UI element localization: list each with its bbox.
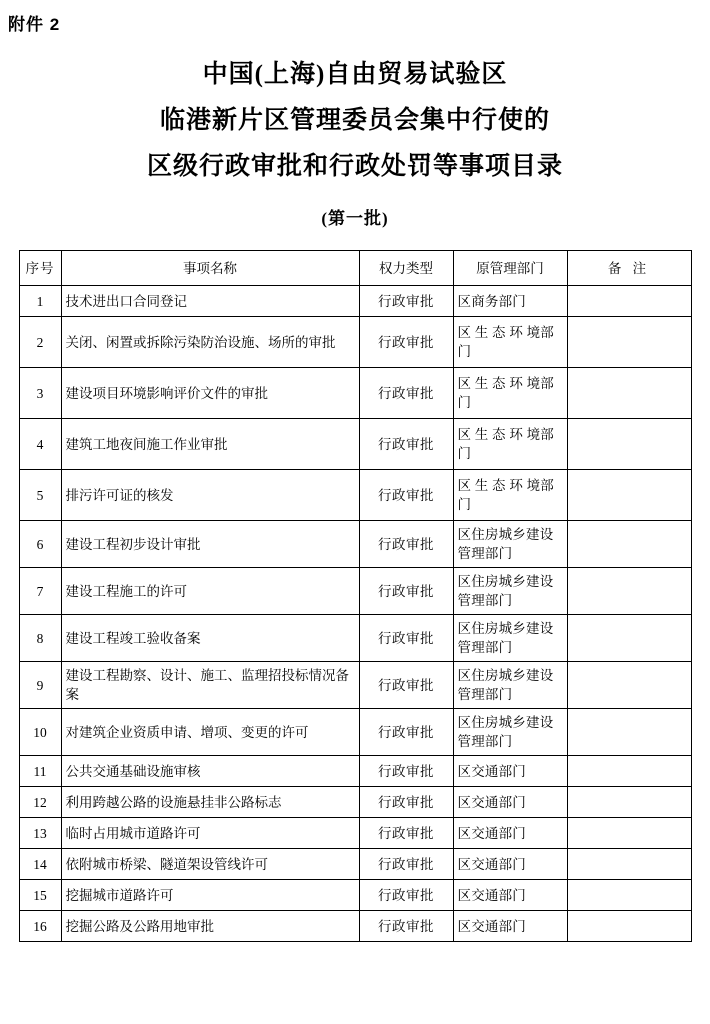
- cell-type: 行政审批: [359, 911, 453, 942]
- cell-dept: 区交通部门: [453, 911, 567, 942]
- table-row: [19, 286, 691, 317]
- cell-note: [567, 615, 691, 662]
- cell-type: 行政审批: [359, 818, 453, 849]
- cell-name: 对建筑企业资质申请、增项、变更的许可: [61, 709, 359, 756]
- cell-no: 13: [19, 818, 61, 849]
- cell-type: 行政审批: [359, 317, 453, 368]
- cell-type: 行政审批: [359, 368, 453, 419]
- column-header-name: 事项名称: [61, 251, 359, 286]
- cell-dept: 区交通部门: [453, 787, 567, 818]
- table-header: [19, 251, 691, 286]
- cell-dept: 区交通部门: [453, 880, 567, 911]
- cell-note: [567, 568, 691, 615]
- cell-no: 6: [19, 521, 61, 568]
- cell-note: [567, 286, 691, 317]
- batch-subtitle: (第一批): [321, 209, 389, 228]
- cell-note: [567, 911, 691, 942]
- cell-dept: 区交通部门: [453, 849, 567, 880]
- cell-no: 10: [19, 709, 61, 756]
- cell-note: [567, 317, 691, 368]
- cell-name: 建设项目环境影响评价文件的审批: [61, 368, 359, 419]
- title-line-3: 区级行政审批和行政处罚等事项目录: [146, 153, 563, 180]
- cell-dept: 区住房城乡建设管理部门: [453, 568, 567, 615]
- cell-no: 4: [19, 419, 61, 470]
- cell-note: [567, 368, 691, 419]
- table-row: [19, 317, 691, 368]
- cell-type: 行政审批: [359, 615, 453, 662]
- cell-name: 排污许可证的核发: [61, 470, 359, 521]
- cell-no: 9: [19, 662, 61, 709]
- cell-name: 建设工程竣工验收备案: [61, 615, 359, 662]
- table-row: [19, 880, 691, 911]
- cell-name: 建设工程勘察、设计、施工、监理招投标情况备案: [61, 662, 359, 709]
- cell-type: 行政审批: [359, 521, 453, 568]
- cell-dept: 区交通部门: [453, 818, 567, 849]
- cell-name: 临时占用城市道路许可: [61, 818, 359, 849]
- table-row: [19, 756, 691, 787]
- cell-dept: 区 生 态 环 境部门: [453, 470, 567, 521]
- cell-no: 15: [19, 880, 61, 911]
- cell-dept: 区 生 态 环 境部门: [453, 368, 567, 419]
- cell-name: 建设工程初步设计审批: [61, 521, 359, 568]
- cell-note: [567, 787, 691, 818]
- cell-name: 挖掘公路及公路用地审批: [61, 911, 359, 942]
- cell-no: 5: [19, 470, 61, 521]
- cell-name: 建设工程施工的许可: [61, 568, 359, 615]
- cell-name: 利用跨越公路的设施悬挂非公路标志: [61, 787, 359, 818]
- cell-name: 公共交通基础设施审核: [61, 756, 359, 787]
- table-row: [19, 470, 691, 521]
- cell-type: 行政审批: [359, 880, 453, 911]
- catalog-table: [19, 250, 692, 942]
- table-row: [19, 911, 691, 942]
- cell-no: 8: [19, 615, 61, 662]
- cell-dept: 区住房城乡建设管理部门: [453, 662, 567, 709]
- cell-no: 11: [19, 756, 61, 787]
- cell-no: 3: [19, 368, 61, 419]
- cell-note: [567, 470, 691, 521]
- table-row: [19, 615, 691, 662]
- column-header-type: 权力类型: [359, 251, 453, 286]
- cell-no: 16: [19, 911, 61, 942]
- table-row: [19, 419, 691, 470]
- cell-type: 行政审批: [359, 787, 453, 818]
- cell-note: [567, 756, 691, 787]
- cell-no: 2: [19, 317, 61, 368]
- cell-dept: 区住房城乡建设管理部门: [453, 521, 567, 568]
- cell-type: 行政审批: [359, 286, 453, 317]
- cell-dept: 区 生 态 环 境部门: [453, 317, 567, 368]
- cell-type: 行政审批: [359, 662, 453, 709]
- cell-dept: 区住房城乡建设管理部门: [453, 709, 567, 756]
- title-line-2: 临港新片区管理委员会集中行使的: [159, 107, 550, 134]
- table-row: [19, 849, 691, 880]
- cell-no: 14: [19, 849, 61, 880]
- cell-name: 关闭、闲置或拆除污染防治设施、场所的审批: [61, 317, 359, 368]
- table-row: [19, 818, 691, 849]
- cell-name: 依附城市桥梁、隧道架设管线许可: [61, 849, 359, 880]
- cell-name: 挖掘城市道路许可: [61, 880, 359, 911]
- cell-note: [567, 419, 691, 470]
- column-header-note: 备 注: [567, 251, 691, 286]
- cell-type: 行政审批: [359, 568, 453, 615]
- table-row: [19, 709, 691, 756]
- cell-note: [567, 521, 691, 568]
- table-row: [19, 662, 691, 709]
- table-body: [19, 286, 691, 942]
- table-row: [19, 568, 691, 615]
- cell-no: 7: [19, 568, 61, 615]
- cell-note: [567, 709, 691, 756]
- table-header-row: [19, 251, 691, 286]
- cell-dept: 区住房城乡建设管理部门: [453, 615, 567, 662]
- cell-name: 技术进出口合同登记: [61, 286, 359, 317]
- title-line-1: 中国(上海)自由贸易试验区: [202, 61, 508, 88]
- table-row: [19, 787, 691, 818]
- table-row: [19, 368, 691, 419]
- cell-name: 建筑工地夜间施工作业审批: [61, 419, 359, 470]
- cell-dept: 区 生 态 环 境部门: [453, 419, 567, 470]
- cell-no: 1: [19, 286, 61, 317]
- cell-dept: 区交通部门: [453, 756, 567, 787]
- cell-type: 行政审批: [359, 849, 453, 880]
- cell-type: 行政审批: [359, 419, 453, 470]
- table-row: [19, 521, 691, 568]
- cell-note: [567, 849, 691, 880]
- column-header-dept: 原管理部门: [453, 251, 567, 286]
- attachment-label: 附件 2: [8, 15, 61, 34]
- cell-note: [567, 818, 691, 849]
- cell-type: 行政审批: [359, 709, 453, 756]
- cell-note: [567, 662, 691, 709]
- cell-type: 行政审批: [359, 756, 453, 787]
- cell-dept: 区商务部门: [453, 286, 567, 317]
- cell-note: [567, 880, 691, 911]
- cell-type: 行政审批: [359, 470, 453, 521]
- page-title: [0, 0, 710, 190]
- column-header-no: 序号: [19, 251, 61, 286]
- cell-no: 12: [19, 787, 61, 818]
